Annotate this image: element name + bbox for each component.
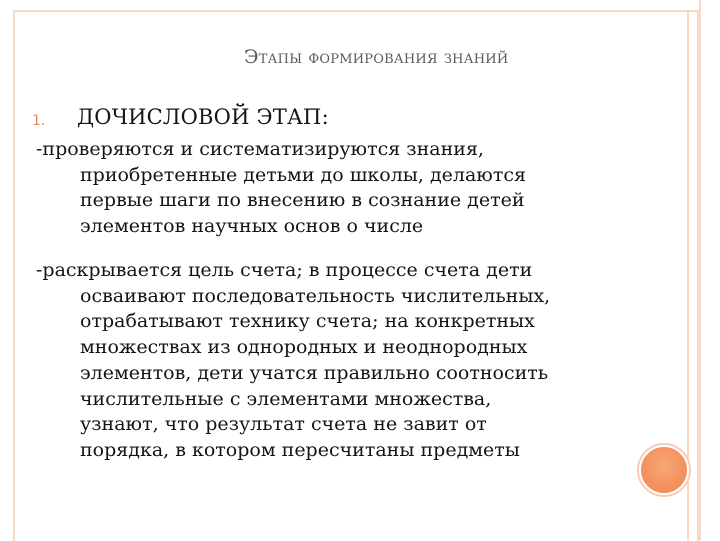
stage-heading: ДОЧИСЛОВОЙ ЭТАП: [77,105,329,129]
paragraph-line: порядка, в котором пересчитаны предметы [80,438,520,461]
paragraph-line: первые шаги по внесению в сознание детей [80,189,525,212]
paragraph-line: узнают, что результат счета не завит от [80,413,487,436]
paragraph-line: приобретенные детьми до школы, делаются [80,163,526,186]
list-number: 1. [32,113,46,129]
paragraph-line: числительные с элементами множества, [80,387,492,410]
paragraph-line: -раскрывается цель счета; в процессе счета дети [36,259,533,281]
decorative-circle-icon [639,445,689,495]
paragraph-line: элементов научных основ о числе [80,215,424,238]
paragraph-line: осваивают последовательность числительных, [80,284,551,307]
paragraph-line: множествах из однородных и неоднородных [80,336,528,359]
paragraph-1 [36,137,656,240]
paragraph-2 [36,258,656,464]
paragraph-line: -проверяются и систематизируются знания, [36,138,484,160]
paragraph-line: отрабатывают технику счета; на конкретных [80,310,535,333]
frame-line-right-outer [699,0,701,540]
paragraph-line: элементов, дети учатся правильно соотносить [80,361,549,384]
slide-title: Этапы формирования знаний [244,46,509,68]
